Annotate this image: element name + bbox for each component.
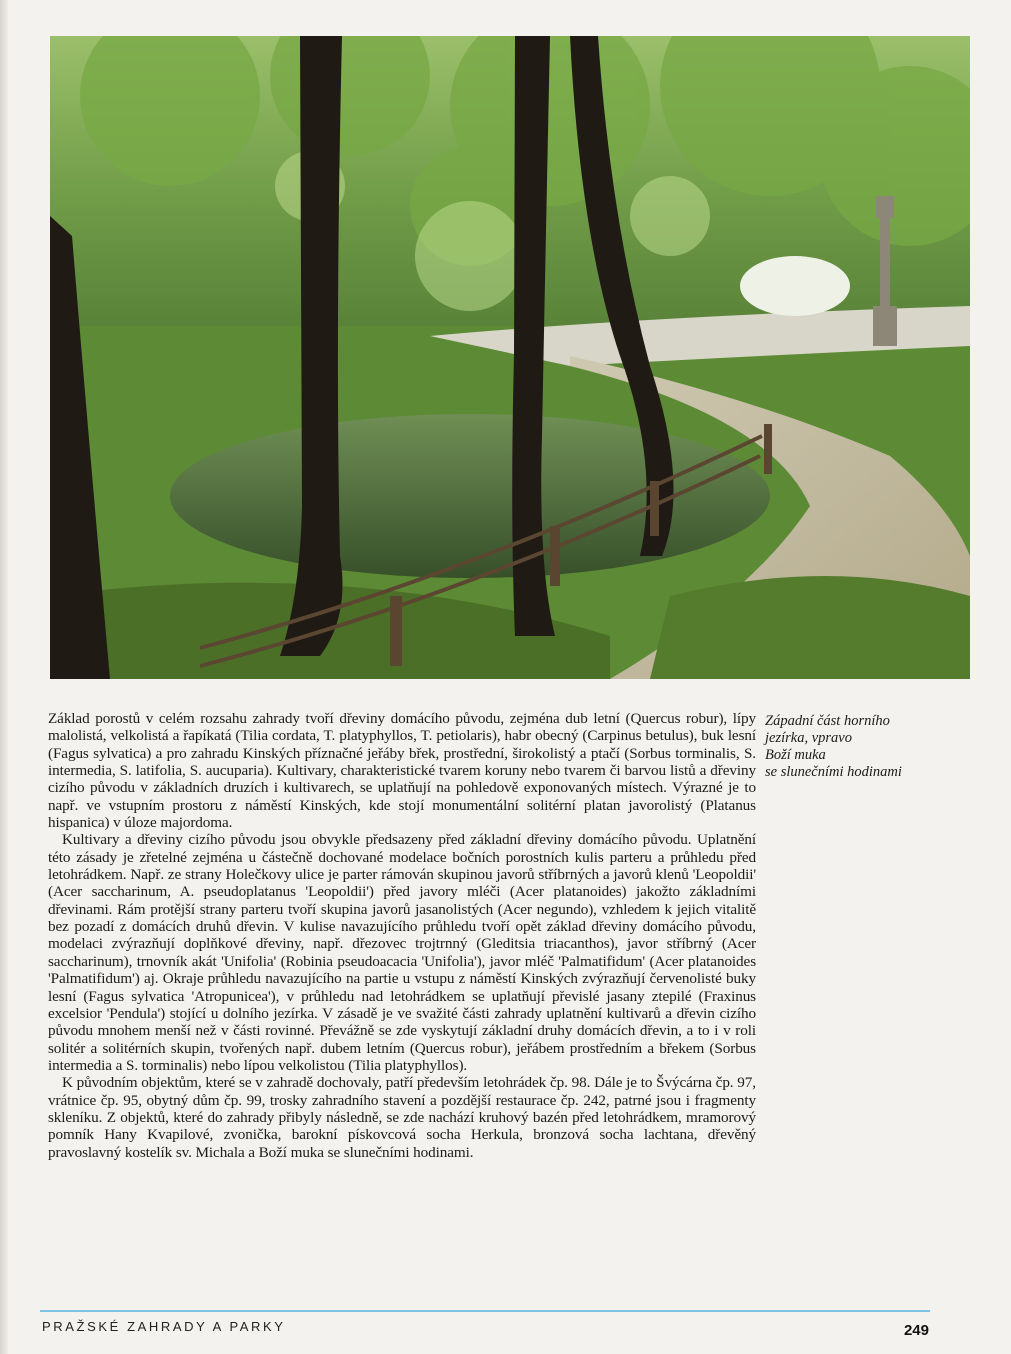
caption-line: se slunečními hodinami (765, 764, 902, 780)
paragraph-cultivars: Kultivary a dřeviny cizího původu jsou obvykle předsazeny před základní dřeviny domácího původu. Uplatnění této zásady je zřetelné zejména u částečně dochované modelace bočních porostních kulis parteru a průhledu před letohrádkem. Např. ze strany Holečkovy ulice je parter rámován skupinou javorů stříbrných a javorů klenů 'Leopoldii' (Acer saccharinum, A. pseudoplatanus 'Leopoldii') před javory mléči (Acer platanoides) jakožto základními dřevinami. Rám protější strany parteru tvoří skupina javorů jasanolistých (Acer negundo), vzhledem k jejich vitalitě bez pozadí z domácích druhů dřevin. V kulise navazujícího průhledu tvoří opět základ dřeviny domácího původu, modelaci zvýrazňují doplňkové dřeviny, např. dřezovec trojtrnný (Gleditsia triacanthos), javor stříbrný (Acer saccharinum), trnovník akát 'Unifolia' (Robinia pseudoacacia 'Unifolia'), javor mléč 'Palmatifidum' (Acer platanoides 'Palmatifidum') aj. Okraje průhledu navazujícího na partie u vstupu z náměstí Kinských zvýrazňují červenolisté buky lesní (Fagus sylvatica 'Atropunicea'), v průhledu nad letohrádkem se uplatňují převislé jasany ztepilé (Fraxinus excelsior 'Pendula') stojící u dolního jezírka. V zásadě je ve svažité části zahrady uplatnění kultivarů a dřevin cizího původu mnohem menší než v části rovinné. Převážně se zde vyskytují základní druhy domácích dřevin, a to i v roli solitér a solitérních skupin, tvořených např. dubem letním (Quercus robur), jeřábem prostředním a břekem (Sorbus intermedia a S. torminalis) nebo lípou velkolistou (Tilia platyphyllos). (48, 831, 756, 1074)
caption-line: jezírka, vpravo (765, 730, 852, 746)
running-footer-title: PRAŽSKÉ ZAHRADY A PARKY (42, 1319, 286, 1334)
page-number: 249 (903, 1322, 929, 1339)
garden-pond-illustration (50, 36, 970, 679)
garden-pond-photo (50, 36, 970, 679)
caption-line: Boží muka (765, 747, 826, 763)
page-binding-edge (0, 0, 8, 1354)
photo-caption (765, 713, 965, 781)
footer-rule (40, 1310, 930, 1312)
paragraph-native-trees: Základ porostů v celém rozsahu zahrady tvoří dřeviny domácího původu, zejména dub letní (Quercus robur), lípy malolistá, velkolistá a řapíkatá (Tilia cordata, T. platyphyllos, T. petiolaris), habr obecný (Carpinus betulus), buk lesní (Fagus sylvatica) a pro zahradu Kinských příznačné jeřáby břek, prostřední, širokolistý a ptačí (Sorbus torminalis, S. intermedia, S. latifolia, S. aucuparia). Kultivary, charakteristické tvarem koruny nebo tvarem či barvou listů a dřeviny cizího původu v základních druzích i kultivarech, se uplatňují na pohledově exponovaných místech. Výrazné je to např. ve vstupním prostoru z náměstí Kinských, kde stojí monumentální solitérní platan javorolistý (Platanus hispanica) v úloze majordoma. (48, 710, 756, 832)
article-body (48, 710, 756, 1161)
caption-line: Západní část horního (765, 713, 890, 729)
paragraph-garden-objects: K původním objektům, které se v zahradě dochovaly, patří především letohrádek čp. 98. Dále je to Švýcárna čp. 97, vrátnice čp. 95, obytný dům čp. 99, trosky zahradního stavení a pozdější restaurace čp. 242, patrné jsou i fragmenty skleníku. Z objektů, které do zahrady přibyly následně, se zde nachází kruhový bazén před letohrádkem, mramorový pomník Hany Kvapilové, zvonička, barokní pískovcová socha Herkula, bronzová socha lachtana, dřevěný pravoslavný kostelík sv. Michala a Boží muka se slunečními hodinami. (48, 1074, 756, 1161)
